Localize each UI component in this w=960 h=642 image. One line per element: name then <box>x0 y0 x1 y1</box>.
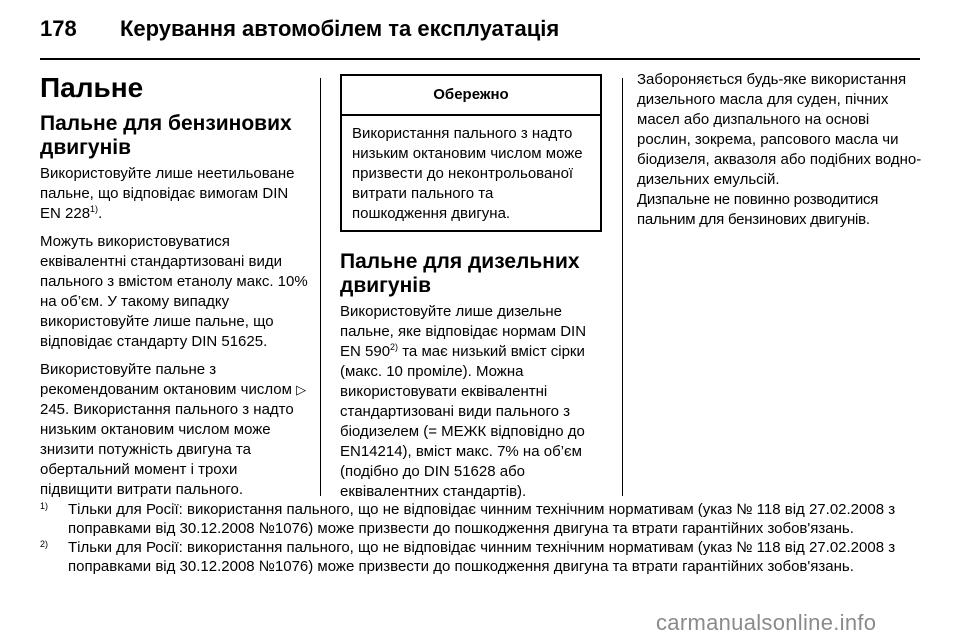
page-ref-link[interactable]: 245 <box>40 401 66 418</box>
column-divider-2 <box>622 78 623 496</box>
petrol-paragraph-2: Можуть використовуватися еквівалентні стандартизовані види пального з вмістом етанолу макс. 10% на об’єм. У такому випадку використовуйте лише пальне, що відповідає стандарту DIN 51625. <box>40 233 308 350</box>
petrol-p1-end: . <box>98 205 103 222</box>
footnote-2 <box>40 538 920 576</box>
petrol-p3-end: . Використання пального з надто низьким октановим числом може знизити потужність двигуна та обертальний момент і трохи підвищити витрати пального. <box>40 401 294 498</box>
diesel-p1-end: та має низький вміст сірки (макс. 10 проміле). Можна використовувати еквівалентні стандартизовані види пального з біодизелем (= МЕЖК відповідно до EN14214), вміст макс. 7% на об’єм (подібно до DIN 51628 або еквівалентних стандартів). <box>340 343 585 500</box>
column-divider-1 <box>320 78 321 496</box>
column-2 <box>340 70 602 510</box>
page-ref-arrow-icon: ▷ <box>296 382 307 397</box>
section-title-petrol: Пальне для бензинових двигунів <box>40 112 292 159</box>
caution-text: Використання пального з надто низьким октановим числом може призвести до неконтрольованої витрати пального та пошкодження двигуна. <box>352 125 583 222</box>
petrol-paragraph-1 <box>40 164 308 224</box>
footnote-text: Тільки для Росії: використання пального, що не відповідає чинним технічним нормативам (указ № 118 від 27.02.2008 з поправками від 30.12.2008 №1076) може призвести до пошкодження двигуна та втрати гарантійних зобов'язань. <box>68 539 896 575</box>
diesel-paragraph-3: Дизпальне не повинно розводитися пальним для бензинових двигунів. <box>637 191 879 228</box>
caution-box <box>340 74 602 232</box>
column-1 <box>40 70 308 508</box>
footnote-mark: 2) <box>40 539 49 549</box>
page-header <box>40 14 920 54</box>
diesel-p1-start: Використовуйте лише дизельне пальне, яке відповідає нормам DIN EN 590 <box>340 303 587 360</box>
footnote-text: Тільки для Росії: використання пального, що не відповідає чинним технічним нормативам (указ № 118 від 27.02.2008 з поправками від 30.12.2008 №1076) може призвести до пошкодження двигуна та втрати гарантійних зобов'язань. <box>68 501 896 537</box>
footnotes <box>40 500 920 576</box>
running-title: Керування автомобілем та експлуатація <box>120 16 560 41</box>
diesel-paragraph-1 <box>340 302 602 502</box>
header-rule <box>40 58 920 60</box>
page-number: 178 <box>40 16 77 41</box>
petrol-p1-text: Використовуйте лише неетильоване пальне, що відповідає вимогам DIN EN 228 <box>40 165 295 222</box>
petrol-p3-start: Використовуйте пальне з рекомендованим октановим числом <box>40 361 297 398</box>
section-title-diesel: Пальне для дизельних двигунів <box>340 250 580 297</box>
caution-title: Обережно <box>342 76 600 116</box>
footnote-ref-1[interactable]: 1) <box>90 204 99 214</box>
petrol-paragraph-3 <box>40 360 308 500</box>
diesel-paragraph-2: Забороняється будь-яке використання дизельного масла для суден, пічних масел або дизпального на основі рослин, зокрема, рапсового масла чи біодизеля, аквазоля або подібних водно-дизельних емульсій. <box>637 71 922 188</box>
footnote-1 <box>40 500 920 538</box>
watermark: carmanualsonline.info <box>656 610 877 635</box>
main-title: Пальне <box>40 72 144 103</box>
footnote-ref-2[interactable]: 2) <box>390 342 399 352</box>
footnote-mark: 1) <box>40 501 49 511</box>
column-3 <box>637 70 927 238</box>
